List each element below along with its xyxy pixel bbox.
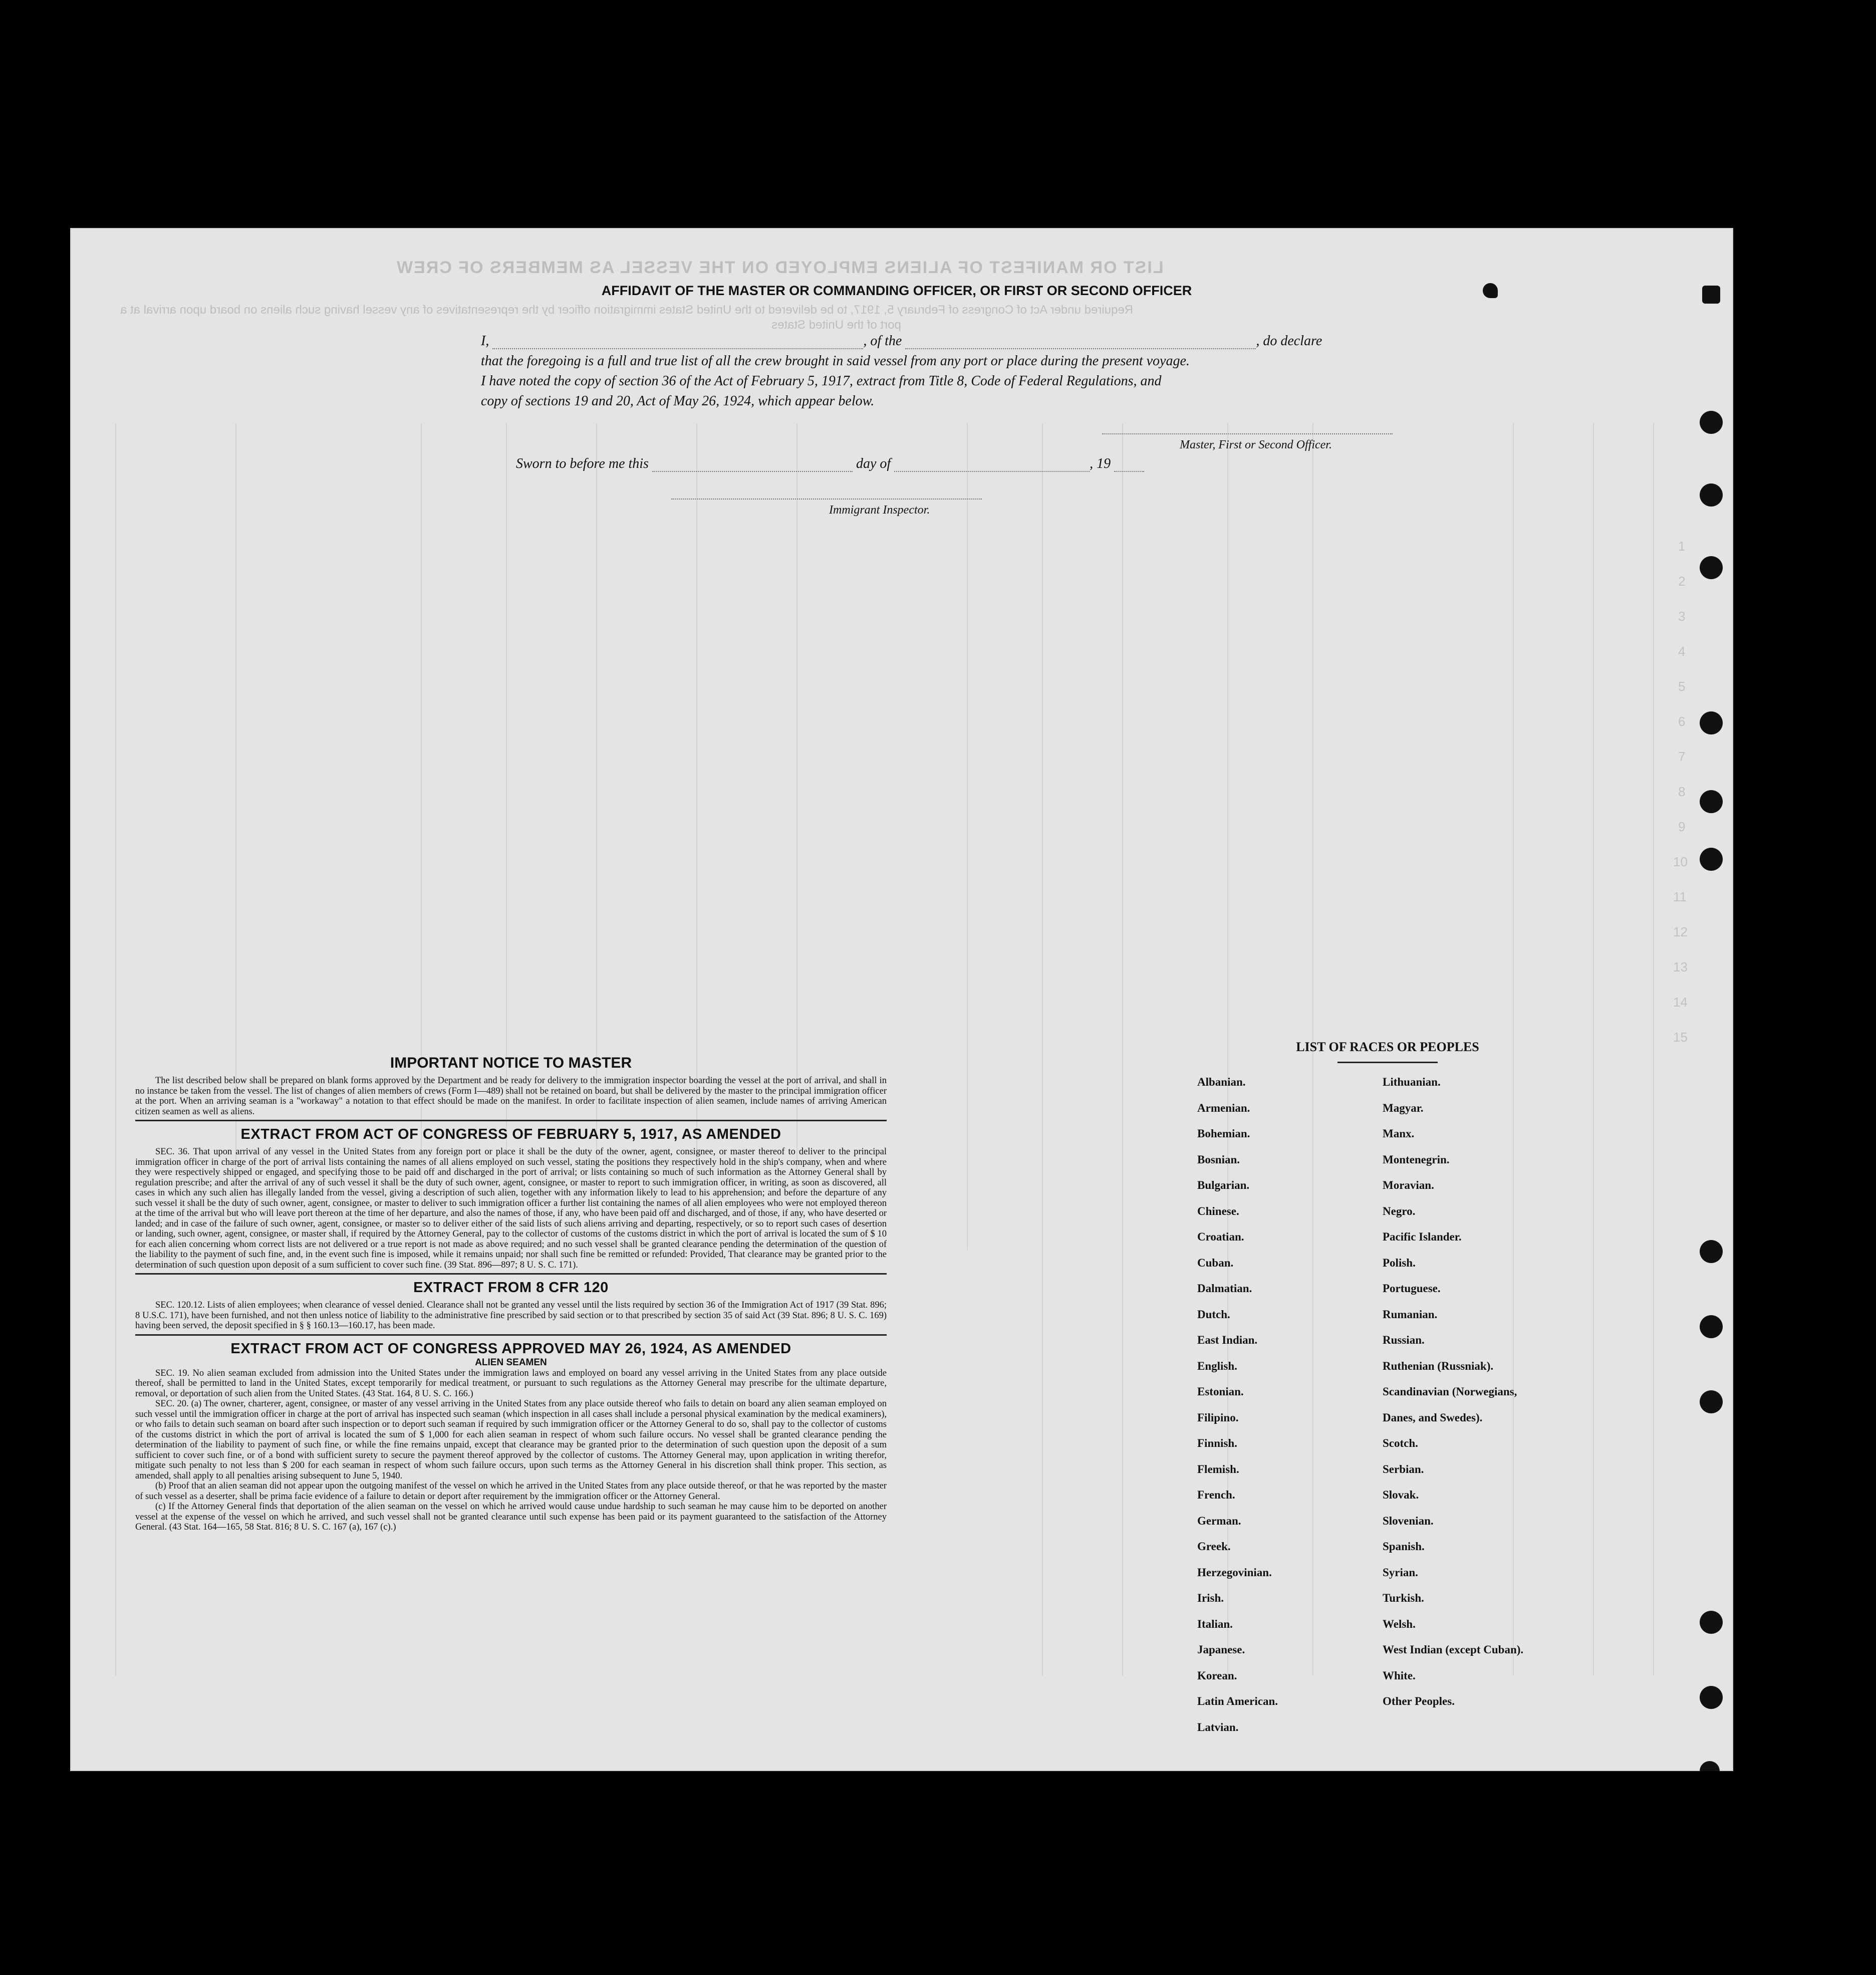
race-item: Polish. xyxy=(1383,1256,1416,1269)
binder-hole xyxy=(1700,1761,1720,1771)
row-number-ghost: 14 xyxy=(1673,995,1688,1010)
race-item: West Indian (except Cuban). xyxy=(1383,1643,1524,1656)
race-item: Greek. xyxy=(1197,1540,1231,1553)
races-title: LIST OF RACES OR PEOPLES xyxy=(1296,1040,1479,1054)
binder-hole xyxy=(1700,848,1723,871)
race-item: Pacific Islander. xyxy=(1383,1230,1462,1243)
race-item: Cuban. xyxy=(1197,1256,1234,1269)
race-item: Dalmatian. xyxy=(1197,1282,1252,1295)
master-signature-line[interactable] xyxy=(1102,433,1393,434)
race-item: French. xyxy=(1197,1489,1235,1501)
column-rule xyxy=(1227,423,1228,1676)
master-signature-caption: Master, First or Second Officer. xyxy=(1180,438,1332,451)
sworn-day-field[interactable] xyxy=(652,471,853,472)
column-rule xyxy=(1513,423,1514,1676)
race-item: Lithuanian. xyxy=(1383,1076,1441,1088)
race-item: Danes, and Swedes). xyxy=(1383,1411,1483,1424)
extract-1924-title: EXTRACT FROM ACT OF CONGRESS APPROVED MAY 26, 1924, AS AMENDED xyxy=(230,1340,791,1357)
affidavit-line-3: I have noted the copy of section 36 of the Act of February 5, 1917, extract from Title 8, Code of Federal Regulations, and xyxy=(481,373,1162,389)
race-item: Italian. xyxy=(1197,1617,1233,1630)
race-item: Armenian. xyxy=(1197,1101,1250,1114)
race-item: Chinese. xyxy=(1197,1204,1239,1217)
inspector-caption: Immigrant Inspector. xyxy=(829,504,930,517)
affidavit-declaration-line: I, , of the , do declare xyxy=(481,333,1322,349)
race-item: Serbian. xyxy=(1383,1462,1424,1475)
extract-cfr-title: EXTRACT FROM 8 CFR 120 xyxy=(413,1280,609,1296)
binder-hole xyxy=(1700,1240,1723,1263)
race-item: Estonian. xyxy=(1197,1385,1244,1398)
race-item: Spanish. xyxy=(1383,1540,1425,1553)
race-item: Manx. xyxy=(1383,1127,1415,1140)
race-item: Herzegovinian. xyxy=(1197,1566,1272,1579)
race-item: Turkish. xyxy=(1383,1592,1424,1604)
extract-1917-title: EXTRACT FROM ACT OF CONGRESS OF FEBRUARY 5, 1917, AS AMENDED xyxy=(240,1126,781,1142)
binder-hole xyxy=(1700,411,1723,434)
race-item: Filipino. xyxy=(1197,1411,1239,1424)
row-number-ghost: 4 xyxy=(1678,644,1686,659)
punch-mark xyxy=(1483,283,1498,298)
sworn-month-field[interactable] xyxy=(894,471,1090,472)
race-item: Scandinavian (Norwegians, xyxy=(1383,1385,1517,1398)
column-rule xyxy=(1122,423,1123,1676)
race-item: Finnish. xyxy=(1197,1437,1237,1449)
race-item: Korean. xyxy=(1197,1669,1237,1682)
column-rule xyxy=(1593,423,1594,1676)
row-number-ghost: 11 xyxy=(1673,889,1687,904)
race-item: Bosnian. xyxy=(1197,1153,1240,1166)
row-number-ghost: 2 xyxy=(1678,574,1686,589)
extract-1924-sec20a: SEC. 20. (a) The owner, charterer, agent, consignee, or master of any vessel arriving in the United States from any place outside thereof who fails to detain on board any alien seaman employed on such vessel until the immigration officer in charge at the port of arrival has inspected such seaman (which inspection in all cases shall include a personal physical examination by the medical examiners), or who fails to detain such seaman on board after such inspection or to deport such seaman if required by such immigration officer or the Attorney General to do so, shall pay to the collector of customs of the customs district in which the port of arrival is located the sum of $ 1,000 for each alien seaman in respect of whom such failure occurs. No vessel shall be granted clearance pending the determination of the liability to payment of such fine, or while the fine remains unpaid, except that clearance may be granted prior to the determination of such question upon the deposit of a sum sufficient to cover such fine, or of a bond with sufficient surety to secure the payment thereof approved by the collector of customs. The Attorney General may, upon application in writing therefor, mitigate such penalty to not less than $ 200 for each seaman in respect of whom such failure occurs, upon such terms as the Attorney General in his discretion shall think proper. This section, as amended, shall apply to all penalties arising subsequent to June 5, 1940. xyxy=(135,1399,887,1481)
row-number-ghost: 7 xyxy=(1678,749,1686,764)
row-number-ghost: 1 xyxy=(1678,539,1686,554)
race-item: Portuguese. xyxy=(1383,1282,1441,1295)
legal-notice xyxy=(135,1055,887,1533)
column-rule xyxy=(1653,423,1654,1676)
bleed-through-subtitle-2: port of the United States xyxy=(771,318,901,332)
extract-1924-sec20c: (c) If the Attorney General finds that deportation of the alien seaman on the vessel on which he arrived would cause undue hardship to such seaman he may cause him to be deported on another vessel at the expense of the vessel on which he arrived, and such vessel shall not be granted clearance until such expense has been paid or its payment guaranteed to the satisfaction of the Attorney General. (43 Stat. 164—165, 58 Stat. 816; 8 U. S. C. 167 (a), 167 (c).) xyxy=(135,1502,887,1532)
bleed-through-title: LIST OR MANIFEST OF ALIENS EMPLOYED ON THE VESSEL AS MEMBERS OF CREW xyxy=(396,258,1164,277)
race-item: Ruthenian (Russniak). xyxy=(1383,1359,1494,1372)
race-item: East Indian. xyxy=(1197,1334,1258,1346)
punch-mark xyxy=(1702,286,1720,304)
affidavit-title: AFFIDAVIT OF THE MASTER OR COMMANDING OFFICER, OR FIRST OR SECOND OFFICER xyxy=(601,283,1192,298)
row-number-ghost: 15 xyxy=(1673,1030,1688,1045)
race-item: English. xyxy=(1197,1359,1237,1372)
extract-cfr-body: SEC. 120.12. Lists of alien employees; when clearance of vessel denied. Clearance shall not be granted any vessel until the lists required by section 36 of the Immigration Act of 1917 (39 Stat. 896; 8 U.S.C. 171), have been furnished, and not then unless notice of liability to the administrative fine prescribed by said section or to that prescribed by section 35 of said Act (39 Stat. 896; 8 U. S. C. 169) having been served, the deposit specified in § § 160.13—160.17, has been made. xyxy=(135,1300,887,1331)
sworn-year-field[interactable] xyxy=(1114,471,1144,472)
race-item: Negro. xyxy=(1383,1204,1416,1217)
row-number-ghost: 10 xyxy=(1673,854,1688,869)
race-item: White. xyxy=(1383,1669,1416,1682)
race-item: Japanese. xyxy=(1197,1643,1245,1656)
notice-body: The list described below shall be prepared on blank forms approved by the Department and be ready for delivery to the immigration inspector boarding the vessel at the port of arrival, and shall in no instance be taken from the vessel. The list of changes of alien members of crews (Form I—489) shall not be retained on board, but shall be delivered by the master to the principal immigration officer at the port. When an arriving seaman is a "workaway" a notation to that effect should be made on the manifest. In order to facilitate inspection of alien seamen, include names of arriving American citizen seamen as well as aliens. xyxy=(135,1076,887,1117)
race-item: Bohemian. xyxy=(1197,1127,1250,1140)
race-item: Latin American. xyxy=(1197,1695,1278,1707)
row-number-ghost: 3 xyxy=(1678,609,1686,624)
column-rule xyxy=(115,423,116,1676)
row-number-ghost: 6 xyxy=(1678,714,1686,729)
row-number-ghost: 12 xyxy=(1673,924,1688,939)
race-item: Dutch. xyxy=(1197,1308,1230,1321)
column-rule xyxy=(1042,423,1043,1676)
binder-hole xyxy=(1700,483,1723,507)
column-rule xyxy=(967,423,968,1250)
race-item: Welsh. xyxy=(1383,1617,1416,1630)
notice-title: IMPORTANT NOTICE TO MASTER xyxy=(390,1055,632,1071)
row-number-ghost: 9 xyxy=(1678,819,1686,834)
extract-1917-body: SEC. 36. That upon arrival of any vessel in the United States from any foreign port or place it shall be the duty of the owner, agent, consignee, or master thereof to deliver to the principal immigration officer in charge of the port of arrival lists containing the names of all aliens employed on such vessel, stating the positions they respectively hold in the ship's company, when and where they were respectively shipped or engaged, and specifying those to be paid off and discharged in the port of arrival; or lists containing so much of such information as the Attorney General shall by regulation prescribe; and after the arrival of any of such vessel it shall be the duty of such owner, agent, consignee, or master to report to such immigration officer, in writing, as soon as discovered, all cases in which any such alien has illegally landed from the vessel, giving a description of such alien, together with any information likely to lead to his apprehension; and before the departure of any such vessel it shall be the duty of such owner, agent, consignee, or master to deliver to such immigration officer a further list containing the names of all alien employees who were not employed thereon at the time of the arrival but who will leave port thereon at the time of her departure, and also the names of those, if any, who have been paid off and discharged, and of those, if any, who have deserted or landed; and in case of the failure of such owner, agent, consignee, or master so to deliver either of the said lists of such aliens arriving and departing, respectively, or so to report such cases of desertion or landing, such owner, agent, consignee, or master shall, if required by the Attorney General, pay to the collector of customs of the customs district in which the port of arrival is located the sum of $ 10 for each alien concerning whom correct lists are not delivered or a true report is not made as above required; and no such vessel shall be granted clearance pending the determination of the question of the liability to the payment of such fine, and, in the event such fine is imposed, while it remains unpaid; nor shall such fine be remitted or refunded: Provided, That clearance may be granted prior to the determination of such question upon deposit of a sum sufficient to cover such fine. (39 Stat. 896—897; 8 U. S. C. 171). xyxy=(135,1147,887,1270)
sworn-line: Sworn to before me this day of , 19 xyxy=(516,456,1144,472)
race-item: Slovenian. xyxy=(1383,1514,1434,1527)
race-item: Irish. xyxy=(1197,1592,1224,1604)
extract-1924-sec19: SEC. 19. No alien seaman excluded from admission into the United States under the immigration laws and employed on board any vessel arriving in the United States from any place outside thereof, shall be permitted to land in the United States, except temporarily for medical treatment, or pursuant to such regulations as the Attorney General may prescribe for the ultimate departure, removal, or deportation of such alien from the United States. (43 Stat. 164, 8 U. S. C. 166.) xyxy=(135,1368,887,1399)
race-item: Albanian. xyxy=(1197,1076,1246,1088)
race-item: Bulgarian. xyxy=(1197,1179,1250,1191)
race-item: Syrian. xyxy=(1383,1566,1418,1579)
race-item: German. xyxy=(1197,1514,1241,1527)
inspector-signature-line[interactable] xyxy=(671,499,982,500)
extract-1924-sec20b: (b) Proof that an alien seaman did not appear upon the outgoing manifest of the vessel on which he arrived in the United States from any place outside thereof, or that he was reported by the master of such vessel as a deserter, shall be prima facie evidence of a failure to detain or deport after requirement by the immigration officer or the Attorney General. xyxy=(135,1481,887,1502)
binder-hole xyxy=(1700,1315,1723,1338)
race-item: Croatian. xyxy=(1197,1230,1244,1243)
binder-hole xyxy=(1700,1611,1723,1634)
affidavit-line-4: copy of sections 19 and 20, Act of May 26, 1924, which appear below. xyxy=(481,393,875,409)
binder-hole xyxy=(1700,790,1723,813)
race-item: Montenegrin. xyxy=(1383,1153,1450,1166)
binder-hole xyxy=(1700,556,1723,579)
race-item: Other Peoples. xyxy=(1383,1695,1455,1707)
row-number-ghost: 13 xyxy=(1673,959,1688,974)
row-number-ghost: 8 xyxy=(1678,784,1686,799)
races-title-rule xyxy=(1337,1062,1438,1063)
race-item: Magyar. xyxy=(1383,1101,1424,1114)
binder-hole xyxy=(1700,1686,1723,1709)
binder-hole xyxy=(1700,711,1723,734)
race-item: Rumanian. xyxy=(1383,1308,1438,1321)
binder-hole xyxy=(1700,1390,1723,1413)
bleed-through-subtitle: Required under Act of Congress of February 5, 1917, to be delivered to the United States immigration officer by the representatives of any vessel having such aliens on board upon arrival at a xyxy=(120,303,1134,317)
extract-1924-subtitle: ALIEN SEAMEN xyxy=(475,1357,547,1368)
race-item: Slovak. xyxy=(1383,1489,1419,1501)
row-number-ghost: 5 xyxy=(1678,679,1686,694)
race-item: Latvian. xyxy=(1197,1720,1239,1734)
manifest-sheet xyxy=(70,228,1733,1771)
affidavit-line-2: that the foregoing is a full and true list of all the crew brought in said vessel from any port or place during the present voyage. xyxy=(481,353,1190,369)
race-item: Russian. xyxy=(1383,1334,1425,1346)
vessel-field[interactable] xyxy=(905,348,1256,349)
race-item: Flemish. xyxy=(1197,1462,1239,1475)
name-field[interactable] xyxy=(492,348,863,349)
race-item: Scotch. xyxy=(1383,1437,1418,1449)
race-item: Moravian. xyxy=(1383,1179,1434,1191)
